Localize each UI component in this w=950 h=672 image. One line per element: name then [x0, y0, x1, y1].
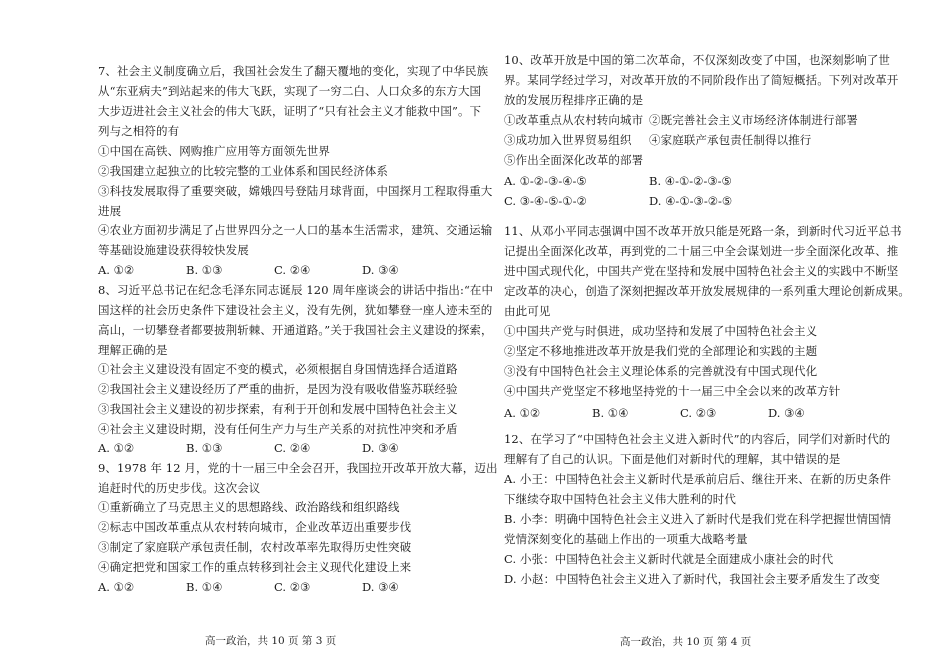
q7-option-a: A. ①② — [98, 263, 135, 277]
q12-option-line: A. 小王：中国特色社会主义新时代是承前启后、继往开来、在新的历史条件 — [504, 472, 892, 486]
q7-option-b: B. ①③ — [186, 263, 223, 277]
q12-option-line: 党情深刻变化的基础上作出的一项重大战略考量 — [504, 532, 748, 546]
page-footer-left: 高一政治，共 10 页 第 3 页 — [205, 635, 337, 647]
q11-option-b: B. ①④ — [592, 406, 629, 420]
q8-item: ③我国社会主义建设的初步探索，有利于开创和发展中国特色社会主义 — [98, 402, 458, 416]
q12-option-line: 下继续夺取中国特色社会主义伟大胜利的时代 — [504, 492, 736, 506]
q8-option-b: B. ①③ — [186, 441, 223, 455]
q9-stem-line: 9、1978 年 12 月，党的十一届三中全会召开，我国拉开改革开放大幕，迈出 — [98, 461, 498, 475]
q11-stem-line: 11、从邓小平同志强调中国不改革开放只能是死路一条，到新时代习近平总书 — [504, 224, 902, 238]
q8-stem-line: 理解正确的是 — [98, 343, 168, 357]
q10-option-d: D. ④-①-③-②-⑤ — [649, 194, 733, 208]
q7-stem-line: 列与之相符的有 — [98, 124, 180, 138]
q7-item: ①中国在高铁、网购推广应用等方面领先世界 — [98, 144, 330, 158]
q12-option-line: B. 小李：明确中国特色社会主义进入了新时代是我们党在科学把握世情国情 — [504, 512, 892, 526]
q10-stem-line: 10、改革开放是中国的第二次革命，不仅深刻改变了中国，也深刻影响了世 — [504, 53, 891, 67]
q10-option-b: B. ④-①-②-③-⑤ — [649, 174, 732, 188]
q7-option-d: D. ③④ — [362, 263, 399, 277]
q7-option-c: C. ②④ — [274, 263, 311, 277]
q8-item: ④社会主义建设时期，没有任何生产力与生产关系的对抗性冲突和矛盾 — [98, 422, 458, 436]
q9-item: ③制定了家庭联产承包责任制，农村改革率先取得历史性突破 — [98, 540, 412, 554]
q7-item: 等基础设施建设获得较快发展 — [98, 243, 249, 257]
q11-item: ①中国共产党与时俱进，成功坚持和发展了中国特色社会主义 — [504, 324, 818, 338]
q10-option-c: C. ③-④-⑤-①-② — [504, 194, 587, 208]
q10-item: ④家庭联产承包责任制得以推行 — [649, 133, 812, 147]
q9-item: ④确定把党和国家工作的重点转移到社会主义现代化建设上来 — [98, 560, 412, 574]
q12-stem-line: 理解有了自己的认识。下面是他们对新时代的理解，其中错误的是 — [504, 452, 841, 466]
q7-stem-line: 从“东亚病夫”到站起来的伟大飞跃，实现了一穷二白、人口众多的东方大国 — [98, 84, 482, 98]
q11-option-c: C. ②③ — [680, 406, 717, 420]
q8-option-d: D. ③④ — [362, 441, 399, 455]
q9-item: ①重新确立了马克思主义的思想路线、政治路线和组织路线 — [98, 500, 400, 514]
q11-stem-line: 定改革的决心，创造了深刻把握改革开放发展规律的一系列重大理论创新成果。 — [504, 284, 910, 298]
q11-item: ③没有中国特色社会主义理论体系的完善就没有中国式现代化 — [504, 364, 818, 378]
q10-item: ③成功加入世界贸易组织 — [504, 133, 632, 147]
q9-option-d: D. ③④ — [362, 580, 399, 594]
q8-option-a: A. ①② — [98, 441, 135, 455]
q7-item: ④农业方面初步满足了占世界四分之一人口的基本生活需求，建筑、交通运输 — [98, 223, 493, 237]
q10-item: ②既完善社会主义市场经济体制进行部署 — [649, 113, 858, 127]
q7-stem-line: 大步迈进社会主义社会的伟大飞跃，证明了“只有社会主义才能救中国”。下 — [98, 104, 482, 118]
q9-stem-line: 追赶时代的历史步伐。这次会议 — [98, 481, 261, 495]
q9-option-a: A. ①② — [98, 580, 135, 594]
q7-item: ②我国建立起独立的比较完整的工业体系和国民经济体系 — [98, 164, 388, 178]
q10-item: ⑤作出全面深化改革的部署 — [504, 153, 644, 167]
q11-stem-line: 由此可见 — [504, 304, 551, 318]
q11-item: ②坚定不移地推进改革开放是我们党的全部理论和实践的主题 — [504, 344, 818, 358]
q8-option-c: C. ②④ — [274, 441, 311, 455]
q8-stem-line: 8、习近平总书记在纪念毛泽东同志诞辰 120 周年座谈会的讲话中指出:“在中 — [98, 283, 494, 297]
q11-option-d: D. ③④ — [768, 406, 805, 420]
q10-option-a: A. ①-②-③-④-⑤ — [504, 174, 587, 188]
q12-option-line: C. 小张：中国特色社会主义新时代就是全面建成小康社会的时代 — [504, 552, 834, 566]
q7-stem-line: 7、社会主义制度确立后，我国社会发生了翻天覆地的变化，实现了中华民族 — [98, 64, 489, 78]
q11-option-a: A. ①② — [504, 406, 541, 420]
q11-stem-line: 记提出全面深化改革，再到党的二十届三中全会谋划进一步全面深化改革、推 — [504, 244, 899, 258]
q9-option-c: C. ②③ — [274, 580, 311, 594]
q9-option-b: B. ①④ — [186, 580, 223, 594]
q12-stem-line: 12、在学习了“中国特色社会主义进入新时代”的内容后，同学们对新时代的 — [504, 432, 891, 446]
q7-item: 进展 — [98, 204, 122, 218]
q10-item: ①改革重点从农村转向城市 — [504, 113, 644, 127]
q7-item: ③科技发展取得了重要突破，嫦娥四号登陆月球背面，中国探月工程取得重大 — [98, 184, 493, 198]
page-footer-right: 高一政治，共 10 页 第 4 页 — [620, 636, 752, 648]
q12-option-line: D. 小赵：中国特色社会主义进入了新时代，我国社会主要矛盾发生了改变 — [504, 572, 881, 586]
q8-stem-line: 高山，一切攀登者都要披荆斩棘、开通道路。”关于我国社会主义建设的探索， — [98, 323, 493, 337]
right-page-column — [475, 0, 950, 672]
q8-item: ②我国社会主义建设经历了严重的曲折，是因为没有吸收借鉴苏联经验 — [98, 382, 458, 396]
q11-stem-line: 进中国式现代化，中国共产党在坚持和发展中国特色社会主义的实践中不断坚 — [504, 264, 899, 278]
q10-stem-line: 界。某同学经过学习，对改革开放的不同阶段作出了简短概括。下列对改革开 — [504, 73, 899, 87]
q9-item: ②标志中国改革重点从农村转向城市，企业改革迈出重要步伐 — [98, 520, 412, 534]
q11-item: ④中国共产党坚定不移地坚持党的十一届三中全会以来的改革方针 — [504, 384, 841, 398]
q8-item: ①社会主义建设没有固定不变的模式，必须根据自身国情选择合适道路 — [98, 362, 458, 376]
q10-stem-line: 放的发展历程排序正确的是 — [504, 93, 644, 107]
q8-stem-line: 国这样的社会历史条件下建设社会主义，没有先例，犹如攀登一座人迹未至的 — [98, 303, 493, 317]
